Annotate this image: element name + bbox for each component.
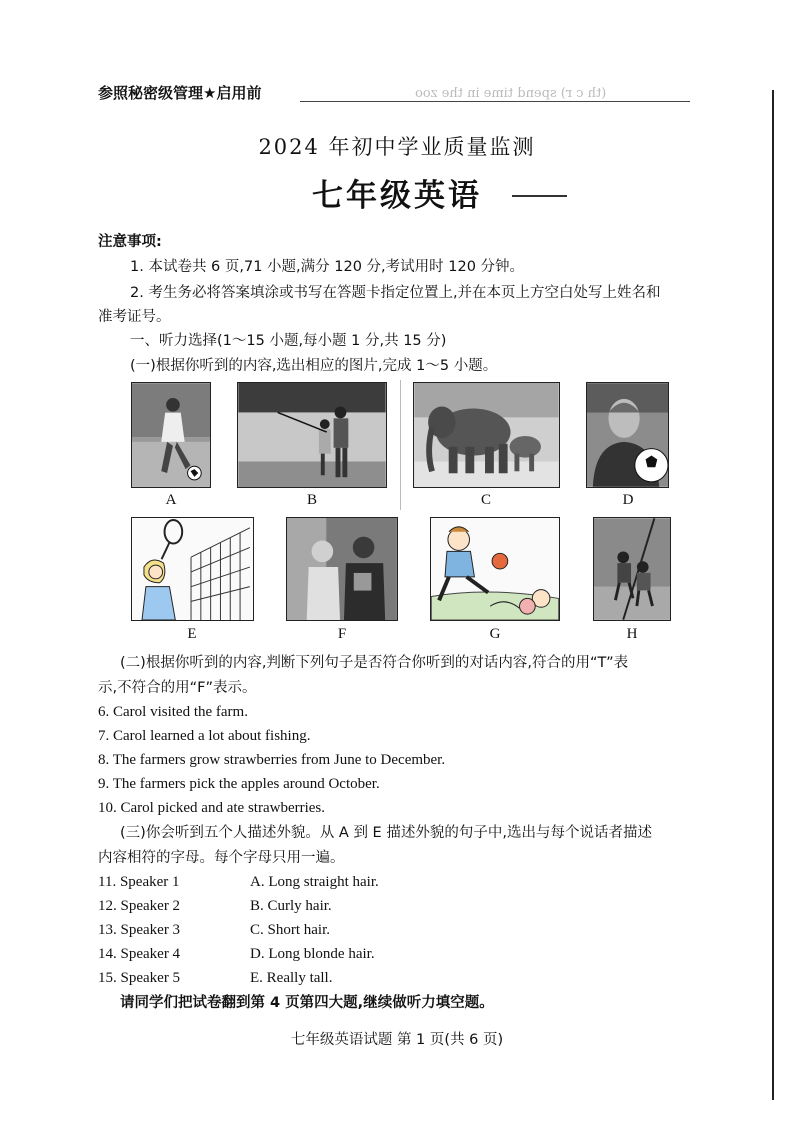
speaker-13: 13. Speaker 3 [98, 922, 181, 938]
description-b: B. Curly hair. [250, 898, 332, 914]
statement-8: 8. The farmers grow strawberries from June to December. [98, 752, 446, 768]
kids-rope-climbing-photo-icon [594, 518, 670, 620]
part1-instruction: (一)根据你听到的内容,选出相应的图片,完成 1～5 小题。 [130, 358, 498, 374]
people-fishing-photo-icon [238, 383, 386, 487]
picture-h [593, 517, 671, 621]
picture-label-a: A [165, 492, 177, 508]
girl-playing-badminton-drawing-icon [132, 518, 253, 620]
speaker-15: 15. Speaker 5 [98, 970, 181, 986]
page-footer: 七年级英语试题 第 1 页(共 6 页) [290, 1032, 504, 1048]
picture-label-h: H [626, 626, 638, 642]
picture-f [286, 517, 398, 621]
title-dash [512, 195, 567, 197]
description-d: D. Long blonde hair. [250, 946, 375, 962]
picture-label-e: E [187, 626, 197, 642]
speaker-12: 12. Speaker 2 [98, 898, 181, 914]
picture-d [586, 382, 669, 488]
part3-instruction-line-1: (三)你会听到五个人描述外貌。从 A 到 E 描述外貌的句子中,选出与每个说话者描述 [120, 825, 652, 841]
description-c: C. Short hair. [250, 922, 331, 938]
picture-label-b: B [306, 492, 317, 508]
picture-g [430, 517, 560, 621]
speaker-11: 11. Speaker 1 [98, 874, 180, 890]
exam-title: 2024 年初中学业质量监测 [258, 135, 536, 159]
picture-label-g: G [489, 626, 501, 642]
picture-e [131, 517, 254, 621]
picture-divider [400, 380, 401, 510]
description-e: E. Really tall. [250, 970, 333, 986]
man-with-soccer-ball-photo-icon [587, 383, 668, 487]
boy-kicking-ball-photo-icon [132, 383, 210, 487]
part3-instruction-line-2: 内容相符的字母。每个字母只用一遍。 [98, 850, 345, 866]
statement-9: 9. The farmers pick the apples around October. [98, 776, 380, 792]
elephants-photo-icon [414, 383, 559, 487]
statement-10: 10. Carol picked and ate strawberries. [98, 800, 325, 816]
statement-7: 7. Carol learned a lot about fishing. [98, 728, 311, 744]
turn-page-note: 请同学们把试卷翻到第 4 页第四大题,继续做听力填空题。 [120, 995, 494, 1011]
description-a: A. Long straight hair. [250, 874, 379, 890]
confidentiality-label: 参照秘密级管理★启用前 [98, 84, 262, 102]
binding-margin-line [772, 90, 774, 1100]
speaker-14: 14. Speaker 4 [98, 946, 181, 962]
picture-a [131, 382, 211, 488]
picture-label-f: F [337, 626, 347, 642]
picture-c [413, 382, 560, 488]
notice-item-2-line-2: 准考证号。 [98, 309, 171, 325]
subject-title: 七年级英语 [312, 178, 482, 214]
notice-item-2-line-1: 2. 考生务必将答案填涂或书写在答题卡指定位置上,并在本页上方空白处写上姓名和 [130, 285, 661, 301]
picture-label-c: C [480, 492, 491, 508]
header-rule [300, 101, 690, 102]
notice-heading: 注意事项: [98, 234, 162, 250]
part2-instruction-line-1: (二)根据你听到的内容,判断下列句子是否符合你听到的对话内容,符合的用“T”表 [120, 655, 629, 671]
picture-label-d: D [622, 492, 634, 508]
kids-playing-ball-drawing-icon [431, 518, 559, 620]
picture-b [237, 382, 387, 488]
people-talking-photo-icon [287, 518, 397, 620]
notice-item-1: 1. 本试卷共 6 页,71 小题,满分 120 分,考试用时 120 分钟。 [130, 259, 525, 275]
bleed-through-text: (th c r) spend time in the zoo [415, 86, 607, 101]
section1-heading: 一、听力选择(1～15 小题,每小题 1 分,共 15 分) [130, 333, 447, 349]
statement-6: 6. Carol visited the farm. [98, 704, 248, 720]
part2-instruction-line-2: 示,不符合的用“F”表示。 [98, 680, 257, 696]
